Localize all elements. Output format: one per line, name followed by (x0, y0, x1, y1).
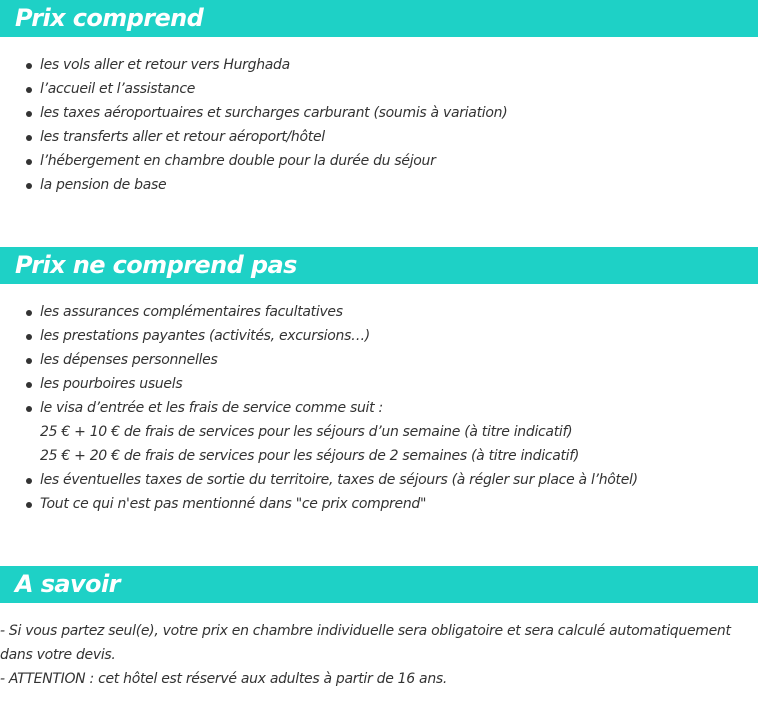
list-item-text: les assurances complémentaires facultatives (40, 304, 343, 320)
info-block (0, 619, 752, 691)
list-item-text: le visa d’entrée et les frais de service comme suit : (40, 400, 383, 416)
list-item (0, 324, 740, 348)
list-item-text: les taxes aéroportuaires et surcharges carburant (soumis à variation) (40, 105, 508, 121)
list-item-text: les pourboires usuels (40, 376, 183, 392)
not-included-list (0, 300, 740, 516)
bullet-icon (26, 310, 32, 316)
section-title: Prix comprend (15, 4, 204, 32)
list-item-text: les transferts aller et retour aéroport/hôtel (40, 129, 325, 145)
info-paragraph: - Si vous partez seul(e), votre prix en chambre individuelle sera obligatoire et sera calculé automatiquement dans votre devis. (0, 623, 731, 663)
list-item-text: l’hébergement en chambre double pour la durée du séjour (40, 153, 436, 169)
list-item-text: la pension de base (40, 177, 167, 193)
list-item (0, 300, 740, 324)
list-item (0, 53, 740, 77)
list-item-text: les éventuelles taxes de sortie du territoire, taxes de séjours (à régler sur place à l’hôtel) (40, 472, 638, 488)
list-item (0, 492, 740, 516)
bullet-icon (26, 502, 32, 508)
list-item (0, 149, 740, 173)
list-item (0, 173, 740, 197)
section-title: A savoir (15, 570, 120, 598)
list-item (0, 396, 740, 468)
list-item-text: 25 € + 10 € de frais de services pour les séjours d’un semaine (à titre indicatif) (40, 424, 573, 440)
bullet-icon (26, 87, 32, 93)
bullet-icon (26, 159, 32, 165)
bullet-icon (26, 478, 32, 484)
section-header-a-savoir (0, 566, 758, 603)
list-item (0, 468, 740, 492)
list-item-text: les vols aller et retour vers Hurghada (40, 57, 290, 73)
list-item (0, 125, 740, 149)
list-item-text: l’accueil et l’assistance (40, 81, 196, 97)
list-item (0, 348, 740, 372)
included-list (0, 53, 740, 197)
section-header-prix-ne-comprend-pas (0, 247, 758, 284)
list-item-text: 25 € + 20 € de frais de services pour les séjours de 2 semaines (à titre indicatif) (40, 448, 580, 464)
bullet-icon (26, 183, 32, 189)
bullet-icon (26, 63, 32, 69)
list-item-text: les dépenses personnelles (40, 352, 218, 368)
bullet-icon (26, 135, 32, 141)
section-header-prix-comprend (0, 0, 758, 37)
bullet-icon (26, 406, 32, 412)
bullet-icon (26, 382, 32, 388)
info-paragraph: - ATTENTION : cet hôtel est réservé aux adultes à partir de 16 ans. (0, 671, 448, 687)
list-item-text: Tout ce qui n'est pas mentionné dans "ce prix comprend" (40, 496, 427, 512)
bullet-icon (26, 358, 32, 364)
list-item-text: les prestations payantes (activités, excursions…) (40, 328, 370, 344)
list-item (0, 372, 740, 396)
list-item (0, 101, 740, 125)
bullet-icon (26, 334, 32, 340)
list-item (0, 77, 740, 101)
bullet-icon (26, 111, 32, 117)
section-title: Prix ne comprend pas (15, 251, 297, 279)
